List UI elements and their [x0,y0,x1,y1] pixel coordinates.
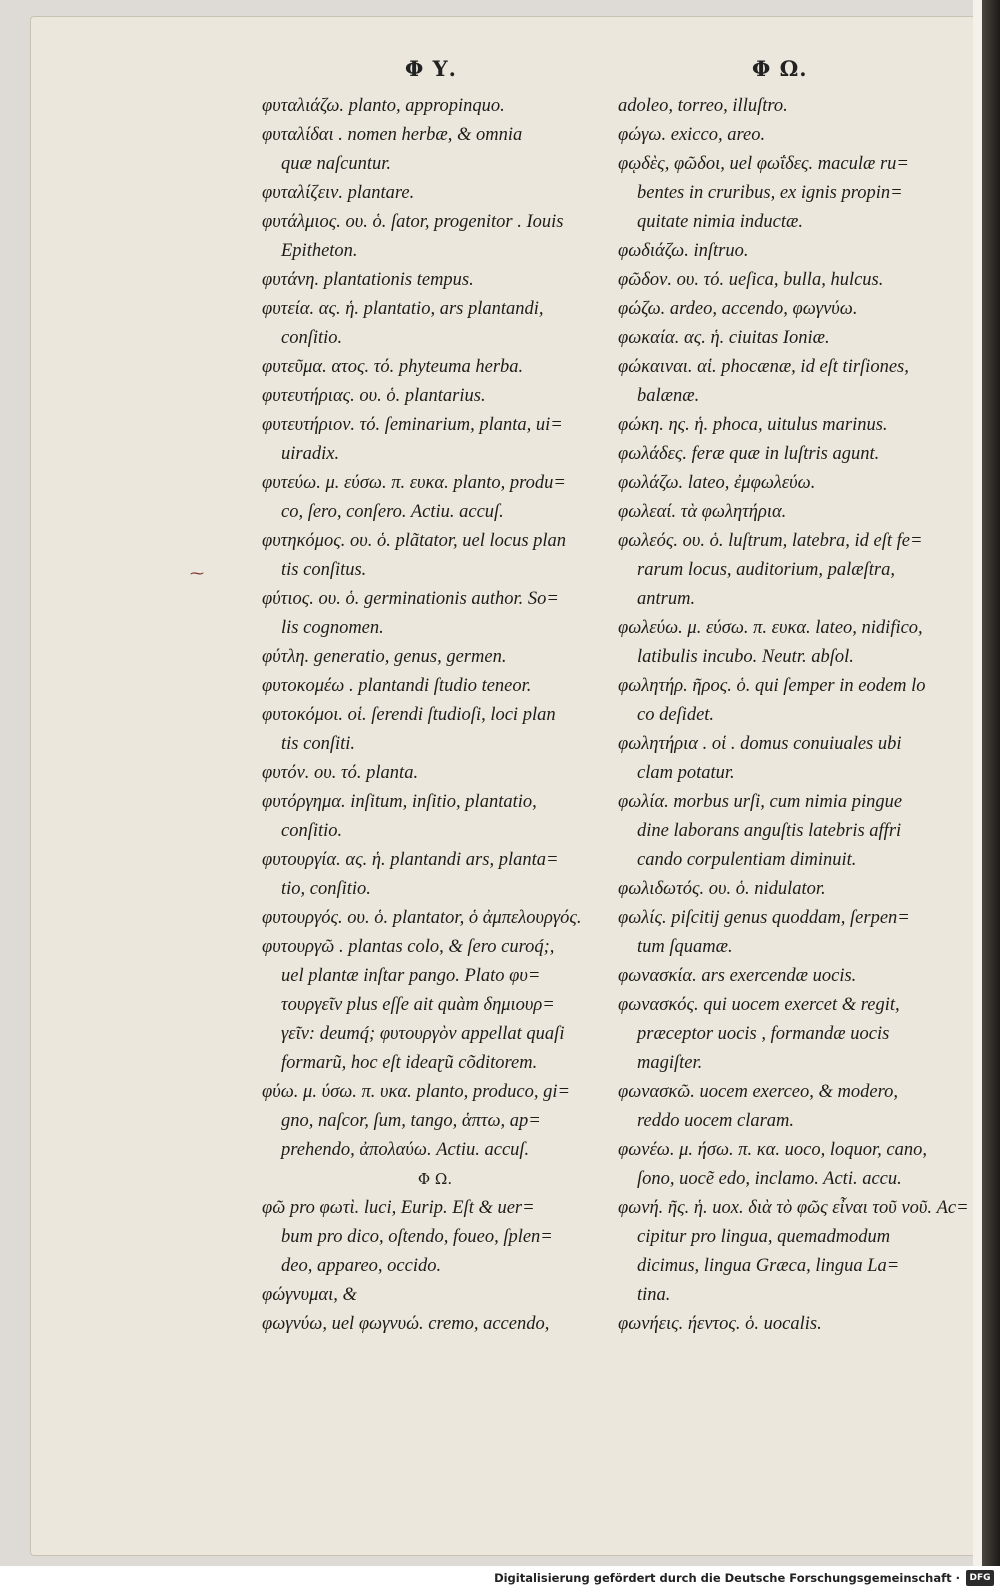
entry-continuation: tio, conſitio. [281,879,371,899]
dictionary-entry [618,237,970,266]
entry-continuation: cando corpulentiam diminuit. [637,850,857,870]
entry-headline: φῶ pro φωτὶ. luci, Eurip. Eſt & uer= [262,1198,535,1218]
dictionary-entry [618,295,970,324]
dictionary-entry [262,846,608,904]
entry-headline: φωνέω. μ. ήσω. π. κα. uoco, loquor, cano, [618,1140,927,1160]
dictionary-entry [618,527,970,614]
dictionary-entry [262,92,608,121]
entry-continuation: tum ſquamæ. [637,937,733,957]
entry-continuation: tis conſitus. [281,560,367,580]
dictionary-entry [618,498,970,527]
entry-continuation: præceptor uocis , formandæ uocis [637,1024,890,1044]
entry-headline: φῶδον. ου. τό. ueſica, bulla, hulcus. [618,270,884,290]
entry-headline: φωλάζω. lateo, ἐμφωλεύω. [618,473,816,493]
entry-headline: φυτοκόμοι. οἱ. ſerendi ſtudioſi, loci plan [262,705,556,725]
entry-headline: φώκη. ης. ἡ. phoca, uitulus marinus. [618,415,888,435]
entry-continuation: conſitio. [281,821,343,841]
dictionary-entry [618,788,970,875]
dictionary-entry [262,208,608,266]
entry-headline: φώζω. ardeo, accendo, φωγνύω. [618,299,858,319]
entry-continuation: bum pro dico, oſtendo, foueo, ſplen= [281,1227,553,1247]
entry-headline: φυτευτήριον. τό. ſeminarium, planta, ui= [262,415,563,435]
dictionary-entry [618,324,970,353]
entry-headline: φωνασκία. ars exercendæ uocis. [618,966,857,986]
dictionary-entry [262,295,608,353]
entry-continuation: antrum. [637,589,696,609]
entry-continuation: gno, naſcor, ſum, tango, ἁπτω, ap= [281,1111,541,1131]
dictionary-entry [618,1136,970,1194]
entry-continuation: reddo uocem claram. [637,1111,795,1131]
entry-continuation: clam potatur. [637,763,735,783]
entry-headline: φωνή. ῆς. ἡ. uox. διὰ τὸ φῶς εἶναι τοῦ νοῦ. Ac= [618,1198,969,1218]
dfg-logo: DFG [966,1570,994,1586]
dictionary-entry [262,1310,608,1339]
left-column [262,92,608,1339]
dictionary-entry [618,440,970,469]
dictionary-entry [262,759,608,788]
dictionary-entry [262,1165,608,1194]
entry-headline: φυτάνη. plantationis tempus. [262,270,474,290]
entry-headline: φωκαία. ας. ἡ. ciuitas Ioniæ. [618,328,830,348]
entry-continuation: uel plantæ inſtar pango. Plato φυ= [281,966,541,986]
entry-headline: φώγνυμαι, & [262,1285,357,1305]
entry-continuation: Epitheton. [281,241,358,261]
entry-headline: φυτεύω. μ. εύσω. π. ευκα. planto, produ= [262,473,566,493]
entry-headline: φωλητήρια . οἱ . domus conuiuales ubi [618,734,902,754]
dictionary-entry [262,179,608,208]
entry-headline: φωλητήρ. ῆρος. ὁ. qui ſemper in eodem lo [618,676,926,696]
entry-continuation: co deſidet. [637,705,715,725]
dictionary-entry [262,788,608,846]
entry-continuation: quitate nimia inductæ. [637,212,803,232]
entry-headline: φώγω. exicco, areo. [618,125,766,145]
dictionary-entry [618,411,970,440]
entry-continuation: conſitio. [281,328,343,348]
dictionary-entry [618,614,970,672]
dictionary-entry [262,933,608,1078]
dictionary-entry [262,121,608,179]
entry-headline: φυτοκομέω . plantandi ſtudio teneor. [262,676,532,696]
right-column [618,92,970,1339]
dictionary-entry [618,962,970,991]
dictionary-entry [618,730,970,788]
entry-continuation: deo, appareo, occido. [281,1256,442,1276]
entry-headline: φύτλη. generatio, genus, germen. [262,647,507,667]
dictionary-entry [618,672,970,730]
dictionary-entry [262,1194,608,1281]
dictionary-entry [262,382,608,411]
dictionary-entry [618,121,970,150]
ink-mark: ⁓ [190,566,204,582]
entry-continuation: bentes in cruribus, ex ignis propin= [637,183,903,203]
entry-headline: φωνασκῶ. uocem exerceo, & modero, [618,1082,898,1102]
entry-continuation: prehendo, ἀπολαύω. Actiu. accuſ. [281,1140,530,1160]
entry-headline: φωλεός. ου. ὁ. luſtrum, latebra, id eſt fe= [618,531,923,551]
section-heading: Φ Ω. [417,1170,453,1188]
entry-headline: φωδιάζω. inſtruo. [618,241,749,261]
entry-headline: φύτιος. ου. ὁ. germinationis author. So= [262,589,559,609]
entry-continuation: balænæ. [637,386,700,406]
entry-headline: φυτηκόμος. ου. ὁ. plãtator, uel locus plan [262,531,567,551]
entry-headline: φωλία. morbus urſi, cum nimia pingue [618,792,903,812]
entry-continuation: quæ naſcuntur. [281,154,391,174]
running-head-right: Φ Ω. [752,56,808,81]
entry-continuation: tina. [637,1285,671,1305]
dictionary-entry [618,353,970,411]
entry-headline: φώκαιναι. αἱ. phocænæ, id eſt tirſiones, [618,357,909,377]
dictionary-entry [262,643,608,672]
entry-continuation: lis cognomen. [281,618,384,638]
dictionary-entry [262,527,608,585]
entry-continuation: formarũ, hoc eſt ideaɽũ cõditorem. [281,1053,538,1073]
entry-continuation: dicimus, lingua Græca, lingua La= [637,1256,900,1276]
entry-continuation: dine laborans anguſtis latebris affri [637,821,902,841]
book-gutter [982,0,1000,1566]
entry-headline: φωλεαί. τὰ φωλητήρια. [618,502,787,522]
entry-continuation: adoleo, torreo, illuſtro. [618,96,788,116]
dictionary-entry [262,1281,608,1310]
entry-continuation: γεῖν: deumq́; φυτουργὸν appellat quaſi [281,1024,565,1044]
entry-headline: φυτευτήριας. ου. ὁ. plantarius. [262,386,486,406]
entry-headline: φωλεύω. μ. εύσω. π. ευκα. lateo, nidifico, [618,618,923,638]
entry-headline: φύω. μ. ύσω. π. υκα. planto, produco, gi= [262,1082,570,1102]
running-head-left: Φ Υ. [405,56,457,81]
dictionary-entry [618,1310,970,1339]
dictionary-entry [618,991,970,1078]
entry-continuation: tis conſiti. [281,734,355,754]
entry-headline: φυταλίδαι . nomen herbæ, & omnia [262,125,523,145]
entry-headline: φυτόργημα. inſitum, inſitio, plantatio, [262,792,537,812]
entry-headline: φυτουργία. ας. ἡ. plantandi ars, planta= [262,850,559,870]
entry-headline: φυτουργῶ . plantas colo, & ſero curoq́;, [262,937,555,957]
dictionary-entry [262,266,608,295]
page-edge [973,0,982,1566]
footer-credit: Digitalisierung gefördert durch die Deutsche Forschungsgemeinschaft · [494,1571,960,1585]
entry-continuation: cipitur pro lingua, quemadmodum [637,1227,891,1247]
entry-continuation: rarum locus, auditorium, palæſtra, [637,560,895,580]
entry-headline: φωλάδες. feræ quæ in luſtris agunt. [618,444,880,464]
dictionary-entry [618,1078,970,1136]
dictionary-entry [618,1194,970,1310]
dictionary-entry [262,701,608,759]
entry-headline: φῳδὲς, φῶδοι, uel φωΐδες. maculæ ru= [618,154,909,174]
entry-headline: φωνασκός. qui uocem exercet & regit, [618,995,900,1015]
dictionary-entry [262,469,608,527]
dictionary-entry [618,150,970,237]
dictionary-entry [262,411,608,469]
entry-headline: φυτόν. ου. τό. planta. [262,763,419,783]
entry-continuation: uiradix. [281,444,340,464]
entry-headline: φυτεία. ας. ἡ. plantatio, ars plantandi, [262,299,544,319]
dictionary-entry [618,469,970,498]
entry-headline: φυτεῦμα. ατος. τό. phyteuma herba. [262,357,524,377]
dictionary-entry [262,1078,608,1165]
dictionary-entry [618,875,970,904]
dictionary-entry [262,904,608,933]
entry-continuation: τουργεῖν plus eſſe ait quàm δημιουρ= [281,995,555,1015]
entry-continuation: magiſter. [637,1053,703,1073]
entry-continuation: co, ſero, conſero. Actiu. accuſ. [281,502,504,522]
dictionary-entry [262,353,608,382]
dictionary-entry [618,266,970,295]
dictionary-entry [618,92,970,121]
entry-headline: φυτουργός. ου. ὁ. plantator, ὁ ἀμπελουργός. [262,908,582,928]
dictionary-entry [262,672,608,701]
entry-headline: φωνήεις. ήεντος. ὁ. uocalis. [618,1314,822,1334]
entry-continuation: ſono, uocẽ edo, inclamo. Acti. accu. [637,1169,902,1189]
dictionary-entry [262,585,608,643]
entry-headline: φυτάλμιος. ου. ὁ. ſator, progenitor . Iouis [262,212,564,232]
entry-headline: φωλίς. piſcitij genus quoddam, ſerpen= [618,908,910,928]
entry-continuation: latibulis incubo. Neutr. abſol. [637,647,854,667]
entry-headline: φυταλίζειν. plantare. [262,183,415,203]
entry-headline: φωγνύω, uel φωγνυώ. cremo, accendo, [262,1314,550,1334]
entry-headline: φυταλιάζω. planto, appropinquo. [262,96,505,116]
entry-headline: φωλιδωτός. ου. ὁ. nidulator. [618,879,826,899]
footer-bar [0,1566,1000,1592]
dictionary-entry [618,904,970,962]
